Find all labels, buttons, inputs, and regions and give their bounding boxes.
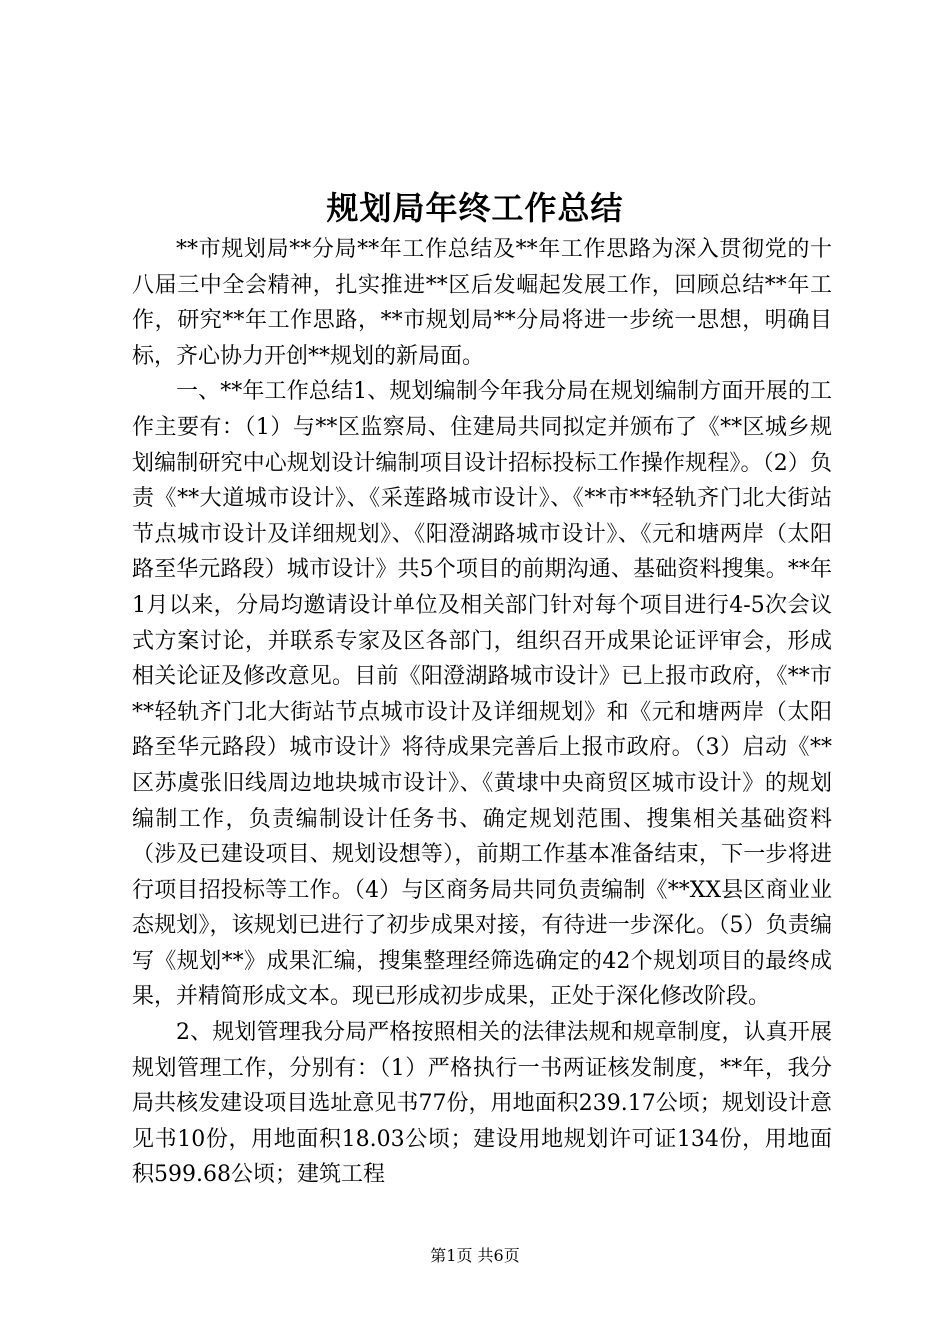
paragraph-intro: **市规划局**分局**年工作总结及**年工作思路为深入贯彻党的十八届三中全会精神，扎实推进**区后发崛起发展工作，回顾总结**年工作，研究**年工作思路，**市规划局**分局将进一步统一思想，明确目标，齐心协力开创**规划的新局面。 [132,237,832,369]
paragraph-planning-compilation: 一、**年工作总结1、规划编制今年我分局在规划编制方面开展的工作主要有：（1）与**区监察局、住建局共同拟定并颁布了《**区城乡规划编制研究中心规划设计编制项目设计招标投标工作操作规程》。（2）负责《**大道城市设计》、《采莲路城市设计》、《**市**轻轨齐门北大街站节点城市设计及详细规划》、《阳澄湖路城市设计》、《元和塘两岸（太阳路至华元路段）城市设计》共5个项目的前期沟通、基础资料搜集。**年1月以来，分局均邀请设计单位及相关部门针对每个项目进行4-5次会议式方案讨论，并联系专家及区各部门，组织召开成果论证评审会，形成相关论证及修改意见。目前《阳澄湖路城市设计》已上报市政府，《**市**轻轨齐门北大街站节点城市设计及详细规划》和《元和塘两岸（太阳路至华元路段）城市设计》将待成果完善后上报市政府。（3）启动《**区苏虞张旧线周边地块城市设计》、《黄埭中央商贸区城市设计》的规划编制工作，负责编制设计任务书、确定规划范围、搜集相关基础资料（涉及已建设项目、规划设想等），前期工作基本准备结束，下一步将进行项目招投标等工作。（4）与区商务局共同负责编制《**XX县区商业业态规划》，该规划已进行了初步成果对接，有待进一步深化。（5）负责编写《规划**》成果汇编，搜集整理经筛选确定的42个规划项目的最终成果，并精简形成文本。现已形成初步成果，正处于深化修改阶段。 [132,379,832,1010]
page-number-footer: 第1页 共6页 [430,1246,520,1265]
document-title: 规划局年终工作总结 [326,189,624,227]
document-body [132,232,832,1193]
paragraph-planning-management: 2、规划管理我分局严格按照相关的法律法规和规章制度，认真开展规划管理工作，分别有：（1）严格执行一书两证核发制度，**年，我分局共核发建设项目选址意见书77份，用地面积239.17公顷；规划设计意见书10份，用地面积18.03公顷；建设用地规划许可证134份，用地面积599.68公顷；建筑工程 [132,1020,832,1188]
